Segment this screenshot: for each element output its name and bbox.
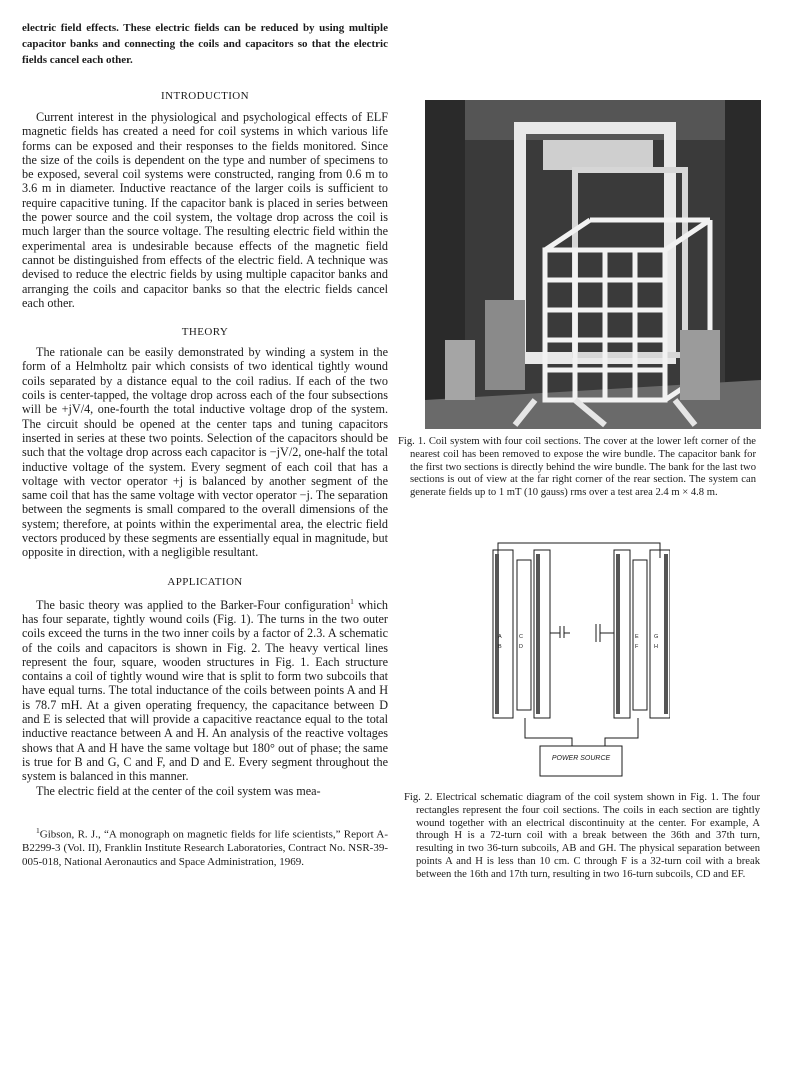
theory-heading: THEORY <box>181 326 229 339</box>
fig2-schematic <box>490 538 670 782</box>
introduction-heading: INTRODUCTION <box>161 90 249 102</box>
coil-system-photo-image <box>425 100 761 429</box>
left-column <box>22 20 388 869</box>
introduction-text: Current interest in the physiological and psychological effects of ELF magnetic fields has created a need for coil systems in which various life forms can be exposed and their responses to the fields monitored. Since the size of the coils is dependent on the type and number of specimens to be exposed, several coil systems were constructed, ranging from 0.6 m to 3.6 m in diameter. Inductive reactance of the larger coils is sufficient to require capacitive tuning. If the capacitor bank is placed in series between the power source and the coil system, the voltage drop across the coil is much larger than the source voltage. The resulting electric field within the experimental area is undesirable because effects of the magnetic field cannot be distinguished from effects of the electric field. A technique was devised to reduce the electric fields by using multiple capacitor banks and arranging the coils and capacitor banks so that the electric fields cancel each other. <box>22 110 388 310</box>
application-text <box>22 595 388 784</box>
svg-text:G: G <box>654 634 659 640</box>
application-text-b: which has four separate, tightly wound coils (Fig. 1). The turns in the two outer coils exceed the turns in the two inner coils by a factor of 2.3. A schematic of the coils and capacitors is shown in Fig. 2. The heavy vertical lines represent the four, square, wooden structures in Fig. 1. Each structure contains a coil of tightly wound wire that is split to form two subcoils that have equal turns. The total inductance of the coils between points A and H is 78.7 mH. At a given operating frequency, the capacitance between D and E is selected that will provide a capacitive reactance equal to the total inductive reactance between A and H. An analysis of the reactive voltages shows that A and H have the same voltage but 180° out of phase; the same is true for B and G, C and F, and D and E. Every segment throughout the system is balanced in this manner. <box>22 597 388 784</box>
fig1-caption-block <box>398 436 756 500</box>
coil-schematic-diagram <box>490 538 670 782</box>
footnote-text: Gibson, R. J., “A monograph on magnetic fields for life scientists,” Report A-B2299-3 (Vol. II), Franklin Institute Research Laboratories, Contract No. NSR-39-005-018, National Aeronautics and Space Administration, 1969. <box>22 828 388 868</box>
svg-text:D: D <box>519 644 523 650</box>
footnote-marker: 1 <box>36 825 40 835</box>
svg-text:H: H <box>654 644 658 650</box>
theory-text: The rationale can be easily demonstrated by winding a system in the form of a Helmholtz pair which consists of two identical tightly wound coils separated by a distance equal to the coil radius. If each of the two coils is center-tapped, the voltage drop across each of the four subsections will be +jV/4, one-fourth the total inductive voltage drop of the system. The circuit should be opened at the center taps and tuning capacitors inserted in series at these two points. Selection of the capacitors should be such that the voltage drop across each capacitor is −jV/2, one-half the total inductive voltage of the system. Every segment of each coil that has a voltage with vector operator +j is balanced by another segment of the same coil that has the same voltage with vector operator −j. The separation between the segments is small compared to the overall dimensions of the system; therefore, at points within the experimental area, the electric field vectors produced by these segments are essentially equal in magnitude, but opposite in direction, with a negligible resultant. <box>22 345 388 560</box>
svg-text:C: C <box>519 634 523 640</box>
svg-text:F: F <box>635 644 639 650</box>
abstract-end-text: electric field effects. These electric fields can be reduced by using multiple capacitor banks and connecting the coils and capacitors so that the electric fields cancel each other. <box>22 22 388 66</box>
application-heading: APPLICATION <box>167 575 243 588</box>
fig2-caption-block <box>404 792 760 882</box>
power-source-box-label: POWER SOURCE <box>551 755 611 762</box>
svg-text:B: B <box>498 644 502 650</box>
fig1-caption: Fig. 1. Coil system with four coil sections. The cover at the lower left corner of the nearest coil has been removed to expose the wire bundle. The capacitor bank for the first two sections is directly behind the wire bundle. The bank for the last two sections is out of view at the far right corner of the rear section. The system can generate fields up to 1 mT (10 gauss) rms over a test area 2.4 m × 4.8 m. <box>398 436 756 499</box>
fig2-caption: Fig. 2. Electrical schematic diagram of the coil system shown in Fig. 1. The four rectangles represent the four coil sections. The coils in each section are tightly wound together with an electrical discontinuity at the center. For example, A through H is a 72-turn coil with a break between the 36th and 37th turn, resulting in two 36-turn subcoils, AB and GH. The physical separation between points A and H is less than 10 cm. C through F is a 32-turn coil with a break between the 16th and 17th turn, resulting in two 16-turn subcoils, CD and EF. <box>404 792 760 880</box>
svg-text:E: E <box>635 634 639 640</box>
application-text-continued: The electric field at the center of the coil system was mea- <box>36 783 321 798</box>
fig1-photo <box>425 100 761 429</box>
application-text-a: The basic theory was applied to the Barker-Four configuration <box>36 597 351 612</box>
footnote <box>22 824 388 869</box>
footnote-ref: 1 <box>350 596 354 606</box>
svg-text:A: A <box>498 634 502 640</box>
